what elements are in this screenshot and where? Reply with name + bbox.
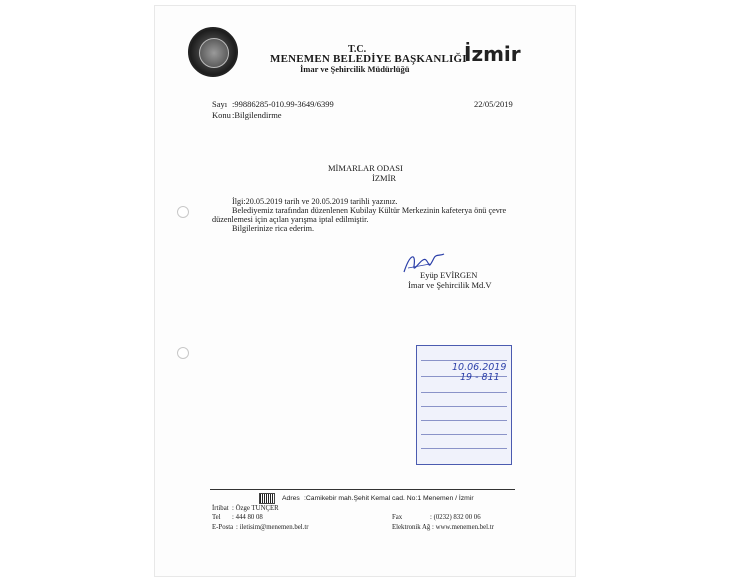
konu-value: :Bilgilendirme xyxy=(232,110,282,120)
footer-address-label: Adres xyxy=(282,495,300,502)
recipient-line2: İZMİR xyxy=(372,173,397,183)
footer-divider xyxy=(210,489,515,490)
ilgi-line: İlgi:20.05.2019 tarih ve 20.05.2019 tarihli yazınız. xyxy=(232,197,398,206)
handwritten-number: 19 - 811 xyxy=(460,372,500,383)
footer-eposta-label: E-Posta xyxy=(212,524,234,531)
footer-eposta-value[interactable]: : iletisim@menemen.bel.tr xyxy=(236,524,309,531)
footer-web-label: Elektronik Ağ xyxy=(392,524,431,531)
footer-irtibat-value: : Özge TUNÇER xyxy=(232,505,279,512)
izmir-logo: İzmir xyxy=(464,42,521,66)
punch-hole xyxy=(177,206,189,218)
footer-irtibat-label: İrtibat xyxy=(212,505,229,512)
sayi-label: Sayı xyxy=(212,99,228,109)
handwritten-date: 10.06.2019 xyxy=(452,362,507,373)
letterhead-department: İmar ve Şehircilik Müdürlüğü xyxy=(300,64,410,74)
footer-tel-value: : 444 80 08 xyxy=(232,514,263,521)
letterhead-tc: T.C. xyxy=(348,44,367,55)
footer-address-value: :Camikebir mah.Şehit Kemal cad. No:1 Menemen / İzmir xyxy=(304,495,474,502)
letter-page xyxy=(155,6,575,576)
closing-line: Bilgilerinize rica ederim. xyxy=(232,224,315,233)
recipient-line1: MİMARLAR ODASI xyxy=(328,163,403,173)
letterhead-municipality: MENEMEN BELEDİYE BAŞKANLIĞI xyxy=(270,53,467,65)
municipality-seal-logo xyxy=(188,27,238,77)
footer-web-value[interactable]: : www.menemen.bel.tr xyxy=(432,524,494,531)
body-paragraph-line2: düzenlemesi için açılan yarışma iptal edilmiştir. xyxy=(212,215,369,224)
body-paragraph-line1: Belediyemiz tarafından düzenlenen Kubilay Kültür Merkezinin kafeterya önü çevre xyxy=(232,206,507,215)
punch-hole xyxy=(177,347,189,359)
sayi-value: :99886285-010.99-3649/6399 xyxy=(232,99,334,109)
signatory-title: İmar ve Şehircilik Md.V xyxy=(408,280,492,290)
konu-label: Konu xyxy=(212,110,231,120)
signatory-name: Eyüp EVİRGEN xyxy=(420,270,478,280)
footer-fax-value: : (0232) 832 00 06 xyxy=(430,514,481,521)
document-date: 22/05/2019 xyxy=(474,99,513,109)
footer-tel-label: Tel xyxy=(212,514,221,521)
footer-fax-label: Fax xyxy=(392,514,403,521)
barcode-icon xyxy=(259,493,275,504)
